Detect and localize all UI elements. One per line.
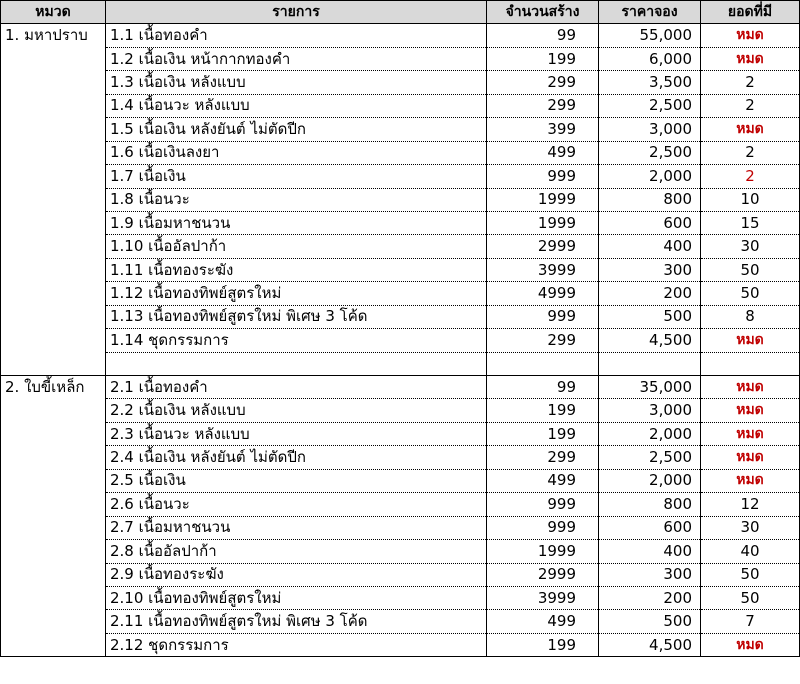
price-value: 200 [599,586,701,609]
quantity-value: 299 [487,329,599,352]
stock-value: 2 [701,165,800,188]
price-value: 600 [599,211,701,234]
price-value: 55,000 [599,24,701,47]
price-value: 35,000 [599,376,701,399]
sold-out-badge: หมด [701,633,800,656]
table-body [1,24,800,657]
quantity-value: 99 [487,24,599,47]
stock-value: 7 [701,610,800,633]
category-cell [1,94,106,117]
price-value: 6,000 [599,47,701,70]
item-name: 1.4 เนื้อนวะ หลังแบบ [106,94,487,117]
price-value: 400 [599,540,701,563]
table-row [1,305,800,328]
price-value: 3,000 [599,118,701,141]
category-cell: 2. ใบขี้เหล็ก [1,376,106,399]
table-row [1,376,800,399]
quantity-value: 4999 [487,282,599,305]
item-name: 2.2 เนื้อเงิน หลังแบบ [106,399,487,422]
category-cell [1,329,106,352]
table-row [1,24,800,47]
item-name: 2.1 เนื้อทองคำ [106,376,487,399]
empty-cell [701,352,800,375]
quantity-value: 999 [487,305,599,328]
category-cell [1,469,106,492]
table-row [1,493,800,516]
item-name: 1.11 เนื้อทองระฆัง [106,258,487,281]
category-cell [1,165,106,188]
quantity-value: 299 [487,94,599,117]
item-name: 2.3 เนื้อนวะ หลังแบบ [106,422,487,445]
item-name: 2.10 เนื้อทองทิพย์สูตรใหม่ [106,586,487,609]
table-row [1,141,800,164]
quantity-value: 199 [487,47,599,70]
spacer-row [1,352,800,375]
table-row [1,422,800,445]
table-row [1,94,800,117]
quantity-value: 3999 [487,258,599,281]
table-row [1,540,800,563]
category-cell [1,258,106,281]
item-name: 1.10 เนื้ออัลปาก้า [106,235,487,258]
category-cell [1,422,106,445]
header-category: หมวด [1,1,106,24]
category-cell [1,586,106,609]
item-name: 1.12 เนื้อทองทิพย์สูตรใหม่ [106,282,487,305]
quantity-value: 999 [487,165,599,188]
item-name: 2.4 เนื้อเงิน หลังยันต์ ไม่ตัดปีก [106,446,487,469]
price-value: 2,000 [599,422,701,445]
price-value: 200 [599,282,701,305]
price-value: 3,000 [599,399,701,422]
price-value: 4,500 [599,633,701,656]
category-cell [1,446,106,469]
quantity-value: 99 [487,376,599,399]
table-row [1,633,800,656]
stock-value: 30 [701,516,800,539]
table-row [1,47,800,70]
table-row [1,71,800,94]
category-cell [1,563,106,586]
price-value: 4,500 [599,329,701,352]
table-row [1,165,800,188]
quantity-value: 2999 [487,563,599,586]
stock-value: 30 [701,235,800,258]
category-cell [1,305,106,328]
price-value: 2,500 [599,141,701,164]
quantity-value: 1999 [487,188,599,211]
price-value: 500 [599,305,701,328]
category-cell [1,540,106,563]
item-name: 1.7 เนื้อเงิน [106,165,487,188]
table-row [1,118,800,141]
price-value: 500 [599,610,701,633]
sold-out-badge: หมด [701,469,800,492]
stock-value: 2 [701,141,800,164]
price-value: 2,000 [599,165,701,188]
price-value: 600 [599,516,701,539]
table-row [1,258,800,281]
item-name: 2.12 ชุดกรรมการ [106,633,487,656]
stock-value: 2 [701,94,800,117]
quantity-value: 199 [487,633,599,656]
quantity-value: 299 [487,446,599,469]
price-value: 2,500 [599,446,701,469]
item-name: 1.14 ชุดกรรมการ [106,329,487,352]
quantity-value: 199 [487,399,599,422]
item-name: 2.7 เนื้อมหาชนวน [106,516,487,539]
price-value: 2,000 [599,469,701,492]
category-cell [1,282,106,305]
header-row [1,1,800,24]
item-name: 1.2 เนื้อเงิน หน้ากากทองคำ [106,47,487,70]
empty-cell [106,352,487,375]
table-row [1,399,800,422]
price-value: 300 [599,258,701,281]
sold-out-badge: หมด [701,399,800,422]
category-cell [1,188,106,211]
stock-value: 12 [701,493,800,516]
item-name: 1.9 เนื้อมหาชนวน [106,211,487,234]
item-name: 2.11 เนื้อทองทิพย์สูตรใหม่ พิเศษ 3 โค้ด [106,610,487,633]
stock-value: 40 [701,540,800,563]
item-name: 2.5 เนื้อเงิน [106,469,487,492]
quantity-value: 999 [487,493,599,516]
price-value: 800 [599,188,701,211]
table-row [1,586,800,609]
category-cell [1,399,106,422]
category-cell [1,211,106,234]
header-item: รายการ [106,1,487,24]
table-row [1,188,800,211]
category-cell [1,493,106,516]
header-price: ราคาจอง [599,1,701,24]
item-name: 1.8 เนื้อนวะ [106,188,487,211]
table-row [1,329,800,352]
price-value: 400 [599,235,701,258]
sold-out-badge: หมด [701,47,800,70]
sold-out-badge: หมด [701,118,800,141]
quantity-value: 299 [487,71,599,94]
quantity-value: 499 [487,610,599,633]
table-row [1,516,800,539]
table-row [1,282,800,305]
empty-cell [487,352,599,375]
category-cell [1,47,106,70]
stock-value: 2 [701,71,800,94]
stock-value: 50 [701,282,800,305]
table-row [1,235,800,258]
quantity-value: 199 [487,422,599,445]
category-cell [1,141,106,164]
table-row [1,563,800,586]
category-cell [1,71,106,94]
sold-out-badge: หมด [701,376,800,399]
quantity-value: 499 [487,141,599,164]
table-row [1,610,800,633]
stock-value: 8 [701,305,800,328]
item-name: 1.6 เนื้อเงินลงยา [106,141,487,164]
item-name: 1.5 เนื้อเงิน หลังยันต์ ไม่ตัดปีก [106,118,487,141]
sold-out-badge: หมด [701,329,800,352]
header-stock: ยอดที่มี [701,1,800,24]
item-name: 1.3 เนื้อเงิน หลังแบบ [106,71,487,94]
quantity-value: 2999 [487,235,599,258]
quantity-value: 3999 [487,586,599,609]
header-quantity: จำนวนสร้าง [487,1,599,24]
table-row [1,469,800,492]
category-cell [1,118,106,141]
item-name: 1.13 เนื้อทองทิพย์สูตรใหม่ พิเศษ 3 โค้ด [106,305,487,328]
quantity-value: 399 [487,118,599,141]
item-name: 2.9 เนื้อทองระฆัง [106,563,487,586]
quantity-value: 999 [487,516,599,539]
table-row [1,446,800,469]
price-value: 300 [599,563,701,586]
stock-value: 15 [701,211,800,234]
sold-out-badge: หมด [701,446,800,469]
item-name: 2.6 เนื้อนวะ [106,493,487,516]
item-name: 1.1 เนื้อทองคำ [106,24,487,47]
category-cell [1,610,106,633]
empty-cell [599,352,701,375]
empty-cell [1,352,106,375]
category-cell [1,516,106,539]
sold-out-badge: หมด [701,422,800,445]
item-name: 2.8 เนื้ออัลปาก้า [106,540,487,563]
quantity-value: 499 [487,469,599,492]
stock-value: 10 [701,188,800,211]
quantity-value: 1999 [487,211,599,234]
stock-value: 50 [701,586,800,609]
price-value: 800 [599,493,701,516]
price-value: 2,500 [599,94,701,117]
stock-value: 50 [701,258,800,281]
category-cell [1,633,106,656]
sold-out-badge: หมด [701,24,800,47]
stock-value: 50 [701,563,800,586]
table-row [1,211,800,234]
category-cell [1,235,106,258]
category-cell: 1. มหาปราบ [1,24,106,47]
quantity-value: 1999 [487,540,599,563]
price-value: 3,500 [599,71,701,94]
